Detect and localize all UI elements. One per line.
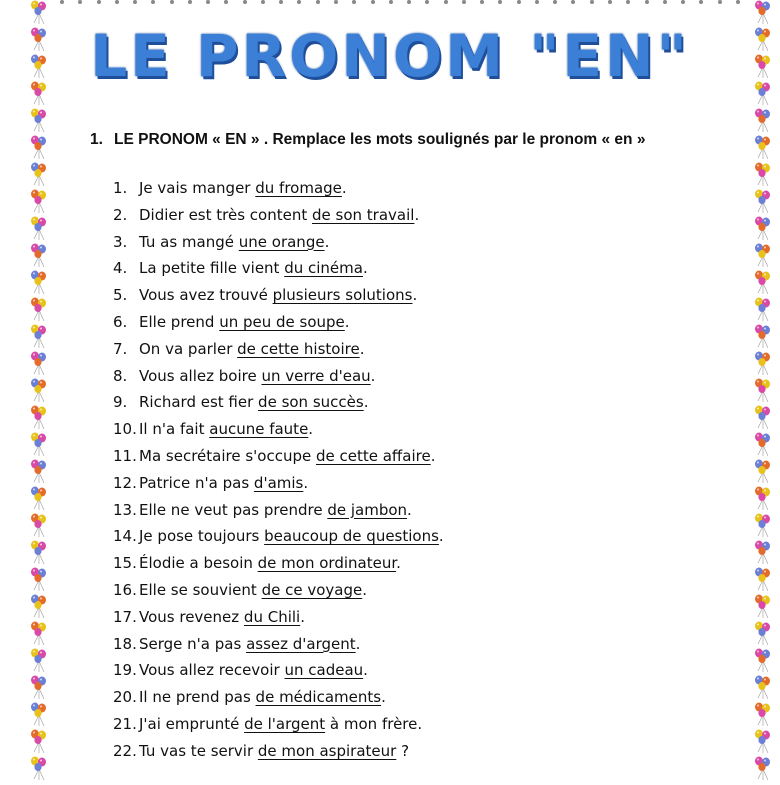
- balloon-bunch-icon: [754, 459, 772, 484]
- border-dot: [407, 0, 411, 4]
- item-number: 7.: [113, 339, 128, 358]
- border-dot: [316, 0, 320, 4]
- list-item: [113, 389, 444, 416]
- list-item: [113, 657, 444, 684]
- list-item: [113, 229, 444, 256]
- sentence-text: Vous avez trouvé: [139, 286, 273, 305]
- list-item: [113, 738, 444, 765]
- balloon-bunch-icon: [754, 297, 772, 322]
- border-dot: [151, 0, 155, 4]
- sentence-ending: .: [381, 688, 386, 707]
- item-number: 12.: [113, 473, 137, 492]
- border-dot: [334, 0, 338, 4]
- border-dot: [97, 0, 101, 4]
- border-dot: [78, 0, 82, 4]
- list-item: [113, 523, 444, 550]
- border-dot: [279, 0, 283, 4]
- balloon-bunch-icon: [30, 108, 48, 133]
- top-dot-border: [60, 0, 740, 6]
- border-dot: [170, 0, 174, 4]
- underlined-words: de cette affaire: [315, 446, 431, 465]
- balloon-bunch-icon: [754, 216, 772, 241]
- border-dot: [699, 0, 703, 4]
- underlined-words: du cinéma: [284, 259, 363, 278]
- item-number: 4.: [113, 259, 128, 278]
- list-item: [113, 255, 444, 282]
- balloon-bunch-icon: [30, 459, 48, 484]
- balloon-bunch-icon: [30, 648, 48, 673]
- list-item: [113, 604, 444, 631]
- item-number: 16.: [113, 580, 137, 599]
- border-dot: [352, 0, 356, 4]
- balloon-bunch-icon: [754, 540, 772, 565]
- balloon-bunch-icon: [754, 648, 772, 673]
- sentence-text: Serge n'a pas: [139, 634, 247, 653]
- balloon-bunch-icon: [754, 567, 772, 592]
- underlined-words: un verre d'eau: [261, 366, 371, 385]
- list-item: [113, 443, 444, 470]
- underlined-words: plusieurs solutions: [272, 286, 413, 305]
- item-number: 15.: [113, 554, 137, 573]
- list-item: [113, 416, 444, 443]
- sentence-ending: .: [438, 527, 444, 546]
- sentence-text: Elle se souvient: [139, 580, 262, 599]
- border-dot: [389, 0, 393, 4]
- border-dot: [553, 0, 557, 4]
- sentence-text: Patrice n'a pas: [139, 473, 254, 492]
- item-number: 18.: [113, 634, 137, 653]
- list-item: [113, 684, 444, 711]
- underlined-words: un cadeau: [284, 661, 364, 680]
- underlined-words: de l'argent: [244, 714, 326, 733]
- list-item: [113, 336, 444, 363]
- border-dot: [206, 0, 210, 4]
- underlined-words: du fromage: [255, 179, 342, 197]
- border-dot: [535, 0, 539, 4]
- balloon-bunch-icon: [30, 567, 48, 592]
- item-number: 10.: [113, 420, 137, 439]
- border-dot: [681, 0, 685, 4]
- balloon-bunch-icon: [30, 540, 48, 565]
- balloon-bunch-icon: [754, 702, 772, 727]
- list-item: [113, 550, 444, 577]
- balloon-bunch-icon: [30, 405, 48, 430]
- exercise-number: 1.: [90, 131, 103, 148]
- border-dot: [736, 0, 740, 4]
- sentence-ending: .: [324, 232, 330, 251]
- page-title: LE PRONOM "EN": [90, 22, 690, 90]
- underlined-words: de médicaments: [255, 688, 382, 707]
- balloon-bunch-icon: [30, 756, 48, 781]
- item-number: 3.: [113, 232, 128, 251]
- underlined-words: de mon aspirateur: [257, 741, 397, 760]
- underlined-words: aucune faute: [209, 420, 309, 439]
- sentence-text: Il n'a fait: [139, 420, 210, 439]
- balloon-bunch-icon: [754, 675, 772, 700]
- list-item: [113, 497, 444, 524]
- border-dot: [718, 0, 722, 4]
- border-dot: [224, 0, 228, 4]
- sentence-text: Vous allez recevoir: [139, 661, 285, 680]
- sentence-ending: .: [363, 393, 369, 412]
- border-dot: [261, 0, 265, 4]
- list-item: [113, 282, 444, 309]
- list-item: [113, 631, 444, 658]
- balloon-bunch-icon: [30, 135, 48, 160]
- sentence-text: Élodie a besoin: [139, 554, 258, 573]
- item-number: 20.: [113, 688, 137, 707]
- item-number: 5.: [113, 286, 128, 305]
- item-number: 13.: [113, 500, 137, 519]
- item-number: 19.: [113, 661, 137, 680]
- underlined-words: de cette histoire: [237, 339, 360, 358]
- underlined-words: d'amis: [253, 473, 304, 492]
- sentence-text: Vous allez boire: [139, 366, 262, 385]
- balloon-bunch-icon: [30, 324, 48, 349]
- underlined-words: beaucoup de questions: [264, 527, 439, 546]
- sentence-text: La petite fille vient: [139, 259, 285, 278]
- sentence-text: Richard est fier: [139, 393, 259, 412]
- list-item: [113, 309, 444, 336]
- sentence-text: Je vais manger: [139, 179, 256, 197]
- sentence-ending: .: [341, 179, 347, 197]
- balloon-bunch-icon: [30, 486, 48, 511]
- list-item: [113, 363, 444, 390]
- sentence-ending: .: [412, 286, 418, 305]
- underlined-words: de mon ordinateur: [257, 554, 397, 573]
- sentence-text: On va parler: [139, 339, 238, 358]
- border-dot: [425, 0, 429, 4]
- item-number: 11.: [113, 446, 137, 465]
- balloon-bunch-icon: [754, 405, 772, 430]
- sentence-ending: à mon frère.: [325, 714, 423, 733]
- border-dot: [571, 0, 575, 4]
- sentence-list: [113, 175, 444, 765]
- border-dot: [371, 0, 375, 4]
- list-item: [113, 202, 444, 229]
- item-number: 9.: [113, 393, 128, 412]
- item-number: 8.: [113, 366, 128, 385]
- sentence-ending: .: [370, 366, 376, 385]
- balloon-bunch-icon: [30, 594, 48, 619]
- border-dot: [590, 0, 594, 4]
- sentence-ending: .: [362, 259, 368, 278]
- sentence-ending: .: [414, 205, 420, 224]
- list-item: [113, 175, 444, 202]
- border-dot: [297, 0, 301, 4]
- list-item: [113, 577, 444, 604]
- sentence-text: Elle prend: [139, 312, 220, 331]
- balloon-bunch-icon: [754, 162, 772, 187]
- right-balloon-border: [752, 0, 774, 780]
- balloon-bunch-icon: [30, 189, 48, 214]
- balloon-bunch-icon: [754, 729, 772, 754]
- balloon-bunch-icon: [30, 513, 48, 538]
- instruction-text: LE PRONOM « EN » . Remplace les mots soulignés par le pronom « en »: [114, 131, 646, 148]
- underlined-words: de son succès: [258, 393, 364, 412]
- item-number: 22.: [113, 741, 137, 760]
- border-dot: [645, 0, 649, 4]
- balloon-bunch-icon: [754, 243, 772, 268]
- balloon-bunch-icon: [30, 702, 48, 727]
- balloon-bunch-icon: [754, 432, 772, 457]
- balloon-bunch-icon: [754, 594, 772, 619]
- border-dot: [663, 0, 667, 4]
- item-number: 21.: [113, 714, 137, 733]
- sentence-ending: .: [407, 500, 412, 519]
- border-dot: [498, 0, 502, 4]
- balloon-bunch-icon: [30, 162, 48, 187]
- border-dot: [115, 0, 119, 4]
- sentence-ending: .: [362, 580, 367, 599]
- sentence-ending: .: [308, 420, 314, 439]
- balloon-bunch-icon: [754, 378, 772, 403]
- border-dot: [480, 0, 484, 4]
- underlined-words: une orange: [238, 232, 325, 251]
- balloon-bunch-icon: [754, 189, 772, 214]
- sentence-text: Vous revenez: [139, 607, 244, 626]
- border-dot: [243, 0, 247, 4]
- underlined-words: assez d'argent: [246, 634, 356, 653]
- balloon-bunch-icon: [30, 621, 48, 646]
- balloon-bunch-icon: [30, 243, 48, 268]
- item-number: 14.: [113, 527, 137, 546]
- sentence-ending: ?: [396, 741, 410, 760]
- border-dot: [517, 0, 521, 4]
- border-dot: [462, 0, 466, 4]
- sentence-text: Ma secrétaire s'occupe: [139, 446, 316, 465]
- item-number: 17.: [113, 607, 137, 626]
- balloon-bunch-icon: [754, 513, 772, 538]
- left-balloon-border: [28, 0, 50, 780]
- balloon-bunch-icon: [754, 351, 772, 376]
- balloon-bunch-icon: [30, 729, 48, 754]
- sentence-ending: .: [355, 634, 361, 653]
- sentence-text: Elle ne veut pas prendre: [139, 500, 328, 519]
- item-number: 6.: [113, 312, 128, 331]
- sentence-text: Il ne prend pas: [139, 688, 256, 707]
- sentence-ending: .: [300, 607, 305, 626]
- sentence-ending: .: [363, 661, 368, 680]
- balloon-bunch-icon: [30, 432, 48, 457]
- border-dot: [60, 0, 64, 4]
- balloon-bunch-icon: [754, 135, 772, 160]
- border-dot: [133, 0, 137, 4]
- balloon-bunch-icon: [754, 270, 772, 295]
- border-dot: [626, 0, 630, 4]
- balloon-bunch-icon: [754, 324, 772, 349]
- underlined-words: de jambon: [327, 500, 408, 519]
- balloon-bunch-icon: [754, 621, 772, 646]
- list-item: [113, 470, 444, 497]
- sentence-text: Tu as mangé: [139, 232, 239, 251]
- balloon-bunch-icon: [754, 756, 772, 781]
- sentence-ending: .: [344, 312, 350, 331]
- balloon-bunch-icon: [30, 297, 48, 322]
- balloon-bunch-icon: [30, 351, 48, 376]
- list-item: [113, 711, 444, 738]
- sentence-ending: .: [430, 446, 436, 465]
- underlined-words: de ce voyage: [261, 580, 363, 599]
- item-number: 1.: [113, 179, 128, 197]
- balloon-bunch-icon: [30, 216, 48, 241]
- sentence-ending: .: [303, 473, 309, 492]
- balloon-bunch-icon: [754, 486, 772, 511]
- sentence-text: Didier est très content: [139, 205, 312, 224]
- sentence-ending: .: [359, 339, 365, 358]
- balloon-bunch-icon: [30, 378, 48, 403]
- border-dot: [608, 0, 612, 4]
- sentence-text: Tu vas te servir: [139, 741, 258, 760]
- sentence-text: Je pose toujours: [139, 527, 265, 546]
- balloon-bunch-icon: [30, 675, 48, 700]
- balloon-bunch-icon: [30, 270, 48, 295]
- underlined-words: de son travail: [312, 205, 415, 224]
- balloon-bunch-icon: [754, 108, 772, 133]
- item-number: 2.: [113, 205, 128, 224]
- underlined-words: un peu de soupe: [219, 312, 345, 331]
- exercise-instruction: [90, 131, 730, 149]
- sentence-text: J'ai emprunté: [139, 714, 245, 733]
- border-dot: [444, 0, 448, 4]
- sentence-ending: .: [396, 554, 401, 573]
- border-dot: [188, 0, 192, 4]
- underlined-words: du Chili: [243, 607, 301, 626]
